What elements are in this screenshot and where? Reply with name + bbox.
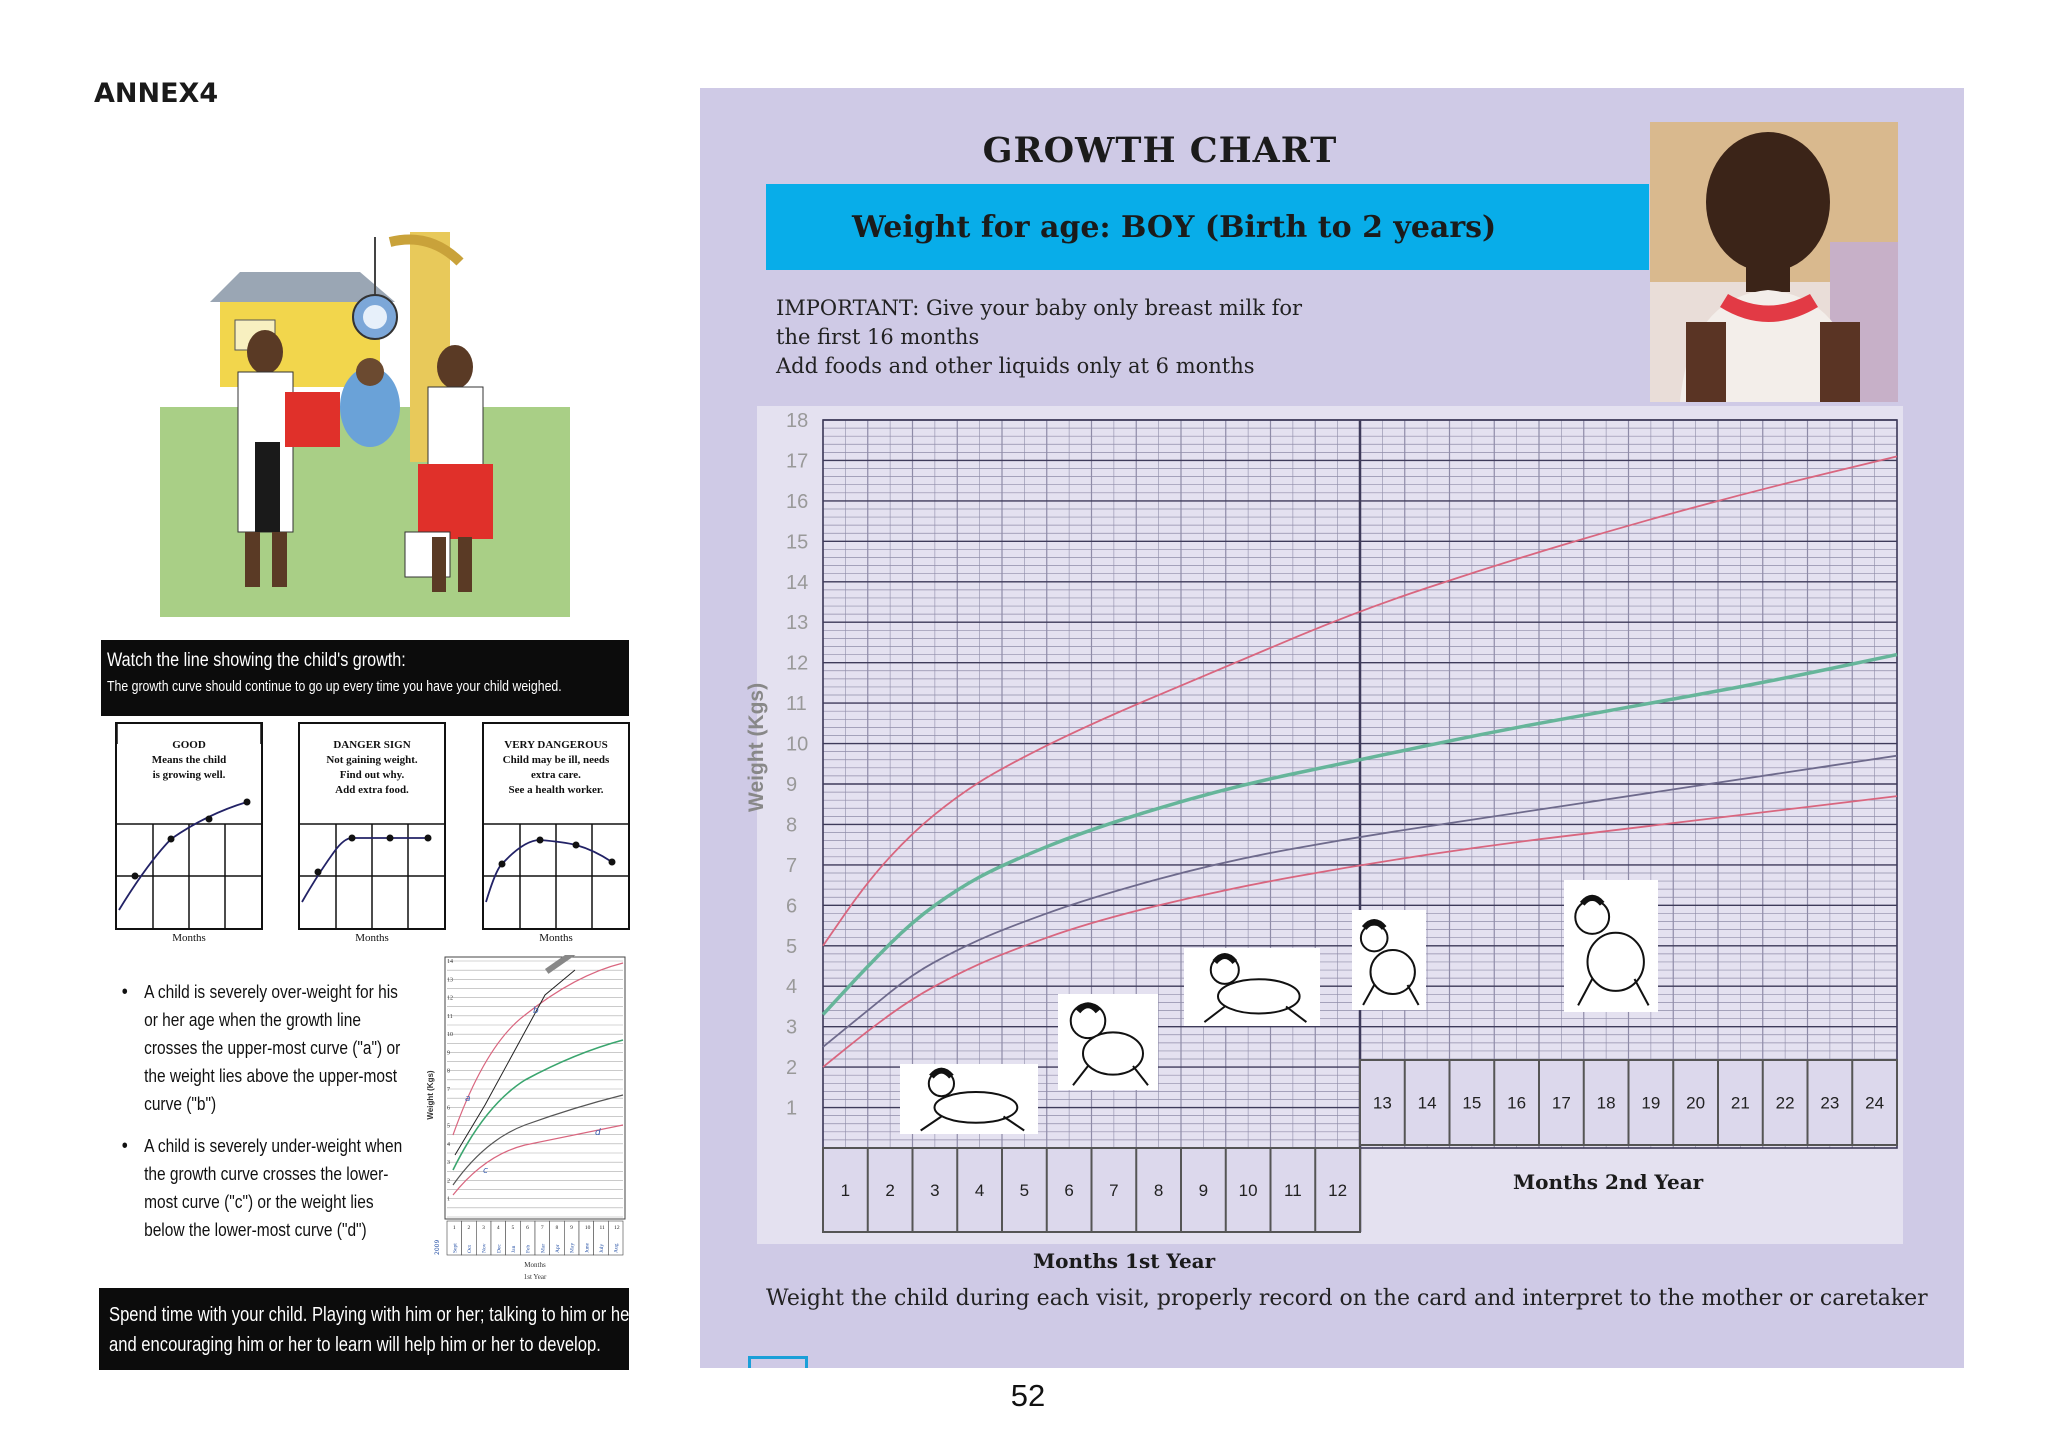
sc-month-name: June [584, 1242, 591, 1253]
annex-heading: ANNEX4 [94, 78, 219, 109]
watch-subtitle: The growth curve should continue to go up every time you have your child weighed. [107, 678, 562, 695]
x-tick-label: 20 [1686, 1093, 1706, 1113]
baby-figure-1 [900, 1064, 1038, 1134]
sc-y-tick: 6 [447, 1105, 450, 1112]
sc-y-tick: 4 [447, 1141, 450, 1148]
y-tick-label: 9 [786, 774, 798, 796]
x-tick-label: 10 [1238, 1181, 1258, 1200]
x-tick-label: 23 [1820, 1093, 1840, 1113]
y-tick-label: 14 [786, 571, 809, 594]
sc-y-tick: 7 [447, 1087, 450, 1093]
y-tick-label: 6 [786, 895, 798, 918]
sc-months-label: Months [524, 1261, 546, 1269]
y-tick-label: 1 [786, 1097, 798, 1120]
sc-y-tick: 13 [447, 977, 453, 984]
sc-ylabel: Weight (Kgs) [426, 1070, 435, 1120]
sc-month-num: 8 [555, 1225, 559, 1231]
sc-month-name: Feb [525, 1244, 532, 1253]
y-tick-label: 12 [786, 652, 809, 675]
x-tick-label: 5 [1019, 1181, 1030, 1200]
bullet-overweight: • A child is severely over-weight for his or her age when the growth line crosses the upper-most curve ("a") or the weight lies above the upper-most curve ("b") [120, 978, 404, 1118]
sc-y-tick: 2 [447, 1178, 450, 1185]
sc-y-tick: 3 [447, 1160, 450, 1167]
x-tick-label: 22 [1775, 1093, 1795, 1113]
sc-y-tick: 14 [447, 959, 453, 965]
y-tick-label: 3 [786, 1016, 798, 1039]
y-tick-label: 8 [786, 814, 798, 837]
x-tick-label: 4 [974, 1181, 985, 1200]
growth-chart-title: GROWTH CHART [982, 130, 1338, 171]
y-tick-label: 2 [786, 1057, 798, 1080]
y-tick-label: 13 [786, 612, 809, 635]
mini-2-line-3: Find out why. [339, 769, 405, 781]
sc-year: 2009 [434, 1239, 441, 1255]
x-tick-label: 3 [930, 1181, 940, 1200]
mini-3-line-3: extra care. [531, 769, 581, 781]
x-tick-label: 8 [1153, 1181, 1164, 1200]
x-tick-label: 1 [840, 1181, 851, 1200]
sc-month-name: Nov [481, 1243, 488, 1253]
sc-month-num: 2 [467, 1225, 471, 1231]
sc-marker-b: b [533, 1006, 539, 1016]
y-tick-label: 16 [786, 490, 809, 513]
y-tick-label: 7 [786, 854, 798, 877]
baby-figure-2 [1058, 994, 1158, 1090]
x-tick-label: 6 [1064, 1181, 1074, 1200]
x-tick-label: 21 [1730, 1093, 1750, 1113]
sc-month-num: 3 [482, 1225, 485, 1231]
x-tick-label: 11 [1284, 1181, 1302, 1200]
mini-2-line-1: DANGER SIGN [333, 739, 411, 751]
sc-marker-c: c [483, 1166, 488, 1176]
y-tick-label: 18 [786, 410, 809, 432]
sc-month-num: 11 [599, 1225, 605, 1231]
mini-3-line-1: VERY DANGEROUS [504, 739, 608, 751]
y-tick-label: 10 [786, 733, 809, 756]
months-2nd-year-label: Months 2nd Year [1513, 1170, 1704, 1194]
baby-figure-5 [1564, 880, 1658, 1012]
x-tick-label: 14 [1417, 1093, 1437, 1113]
sc-month-name: Apr [555, 1244, 561, 1253]
sc-y-tick: 5 [447, 1123, 450, 1130]
y-tick-label: 4 [786, 976, 798, 999]
sc-month-num: 4 [496, 1225, 500, 1231]
x-tick-label: 18 [1596, 1093, 1616, 1113]
x-tick-label: 19 [1641, 1093, 1661, 1113]
mini-2-months: Months [355, 932, 389, 944]
y-tick-label: 17 [786, 450, 809, 473]
x-tick-label: 9 [1198, 1181, 1209, 1200]
x-tick-label: 16 [1507, 1093, 1527, 1113]
sc-month-num: 6 [526, 1225, 529, 1231]
sc-marker-d: d [595, 1128, 601, 1138]
sc-month-num: 5 [511, 1225, 515, 1231]
sc-month-name: Mar [540, 1243, 547, 1253]
footer-instruction: Weight the child during each visit, properly record on the card and interpret to the mother or caretaker [766, 1286, 1928, 1311]
sc-y-tick: 9 [447, 1050, 450, 1057]
spend-line-2: and encouraging him or her to learn will help him or her to develop. [109, 1334, 601, 1356]
mini-3-line-4: See a health worker. [508, 784, 604, 796]
spend-line-1: Spend time with your child. Playing with him or her; talking to him or her; [109, 1304, 640, 1326]
x-tick-label: 24 [1865, 1093, 1885, 1113]
sc-month-name: July [599, 1243, 605, 1253]
x-tick-label: 17 [1551, 1093, 1571, 1113]
mini-1-months: Months [172, 932, 206, 944]
bullet-underweight: • A child is severely under-weight when the growth curve crosses the lower-most curve ("c") or the weight lies below the lower-most curve ("d") [120, 1132, 404, 1244]
y-axis-label: Weight (Kgs) [745, 682, 768, 812]
y-tick-label: 15 [786, 531, 809, 554]
mini-2-line-4: Add extra food. [335, 784, 409, 796]
sc-month-name: Sept [452, 1243, 459, 1253]
mini-3-months: Months [539, 932, 573, 944]
sc-month-name: Oct [467, 1245, 473, 1253]
watch-title: Watch the line showing the child's growth: [107, 650, 406, 671]
x-tick-label: 7 [1109, 1181, 1119, 1200]
sc-month-name: May [569, 1242, 576, 1253]
months-1st-year-label: Months 1st Year [1033, 1249, 1216, 1273]
x-tick-label: 15 [1462, 1093, 1482, 1113]
sc-month-num: 12 [614, 1225, 620, 1231]
important-line-2: the first 16 months [776, 325, 980, 349]
baby-figure-4 [1352, 910, 1426, 1010]
x-tick-label: 13 [1372, 1093, 1392, 1113]
sc-month-name: Jan [511, 1245, 517, 1253]
sc-month-num: 9 [570, 1225, 573, 1231]
x-tick-label: 2 [885, 1181, 895, 1200]
sc-month-name: Dec [496, 1244, 503, 1253]
sc-y-tick: 11 [447, 1013, 453, 1020]
sc-month-num: 7 [540, 1225, 544, 1231]
page-number: 52 [1010, 1378, 1046, 1413]
mini-2-line-2: Not gaining weight. [326, 754, 418, 766]
x-tick-label: 12 [1328, 1181, 1348, 1200]
mini-1-line-1: GOOD [172, 739, 206, 751]
sc-y-tick: 12 [447, 995, 453, 1002]
mini-1-line-3: is growing well. [152, 769, 226, 781]
mini-3-line-2: Child may be ill, needs [502, 754, 610, 766]
important-line-3: Add foods and other liquids only at 6 months [776, 354, 1255, 378]
sc-y-tick: 10 [447, 1032, 453, 1039]
baby-figure-3 [1184, 948, 1320, 1026]
sc-marker-a: a [465, 1094, 471, 1104]
sc-year-label: 1st Year [523, 1273, 547, 1281]
y-tick-label: 5 [786, 935, 798, 958]
mini-1-line-2: Means the child [151, 754, 227, 766]
important-line-1: IMPORTANT: Give your baby only breast milk for [776, 296, 1303, 320]
sc-month-num: 1 [452, 1225, 456, 1231]
sc-y-tick: 1 [447, 1196, 450, 1203]
sc-month-num: 10 [584, 1225, 591, 1231]
y-tick-label: 11 [786, 693, 807, 716]
sc-month-name: Aug [613, 1243, 620, 1253]
sc-y-tick: 8 [447, 1068, 450, 1075]
corner-mark [748, 1356, 808, 1368]
banner-title: Weight for age: BOY (Birth to 2 years) [852, 210, 1497, 245]
